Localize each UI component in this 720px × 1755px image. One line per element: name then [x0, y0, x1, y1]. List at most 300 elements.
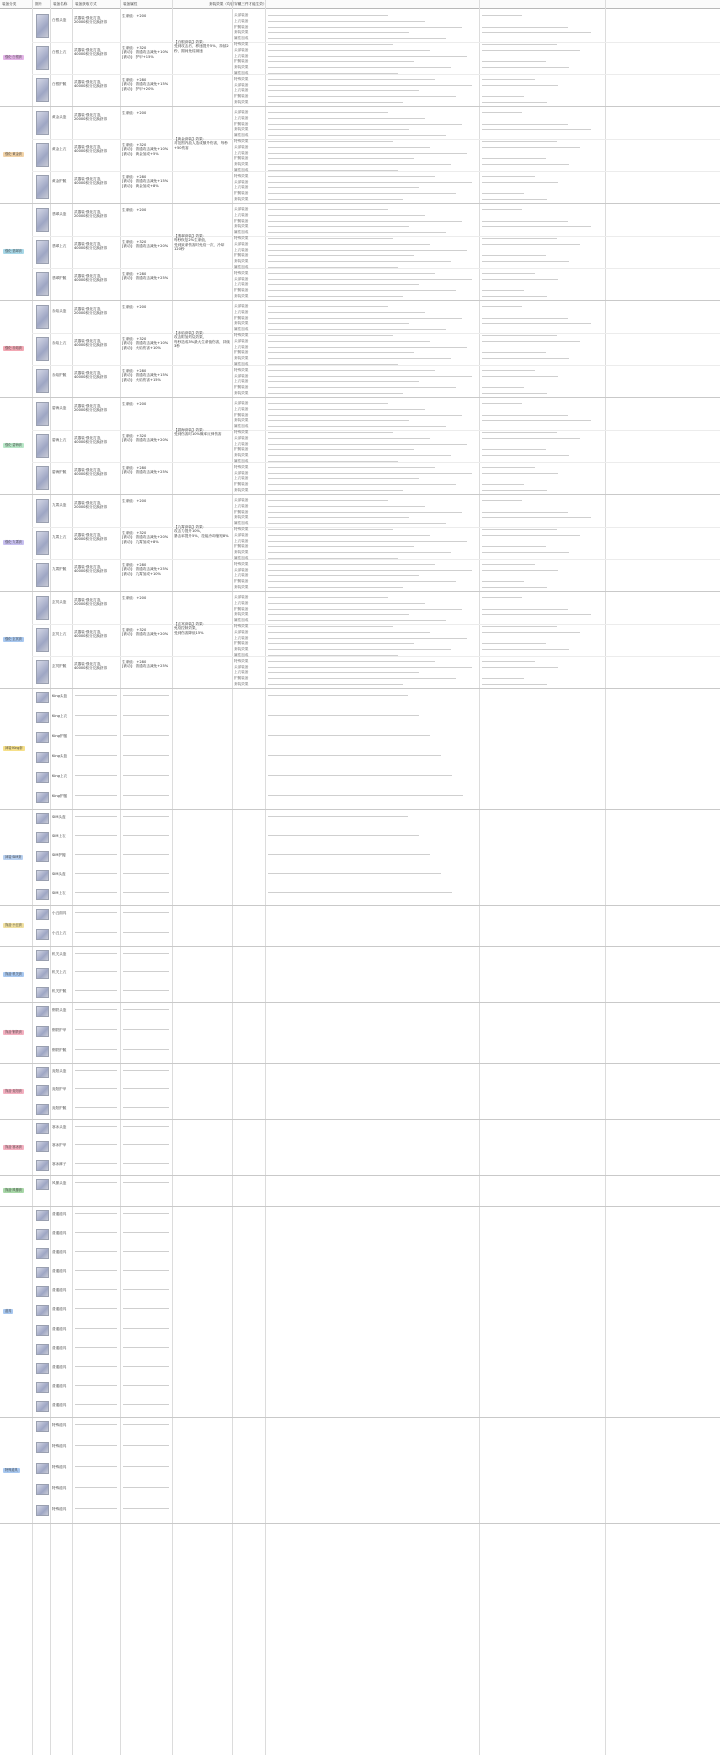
- detail-line: [268, 643, 414, 644]
- detail-line: [268, 176, 435, 177]
- detail-line: [482, 609, 568, 610]
- detail-label: 特殊效果: [234, 367, 249, 372]
- detail-label: 护腿装备: [234, 121, 249, 126]
- detail-label: 套装效果: [234, 612, 249, 617]
- item-attributes: 生命值：+280 [被动]：普通攻击减免+25%: [122, 660, 169, 669]
- detail-line: [482, 358, 569, 359]
- detail-label: 护腿装备: [234, 315, 249, 320]
- detail-line: [482, 632, 580, 633]
- detail-label: 头部装备: [234, 567, 249, 572]
- detail-line: [123, 1232, 169, 1233]
- detail-line: [268, 50, 430, 51]
- detail-line: [268, 318, 462, 319]
- detail-line: [482, 438, 580, 439]
- item-source: 武器装·强化打造， 40000积分兑换获得: [74, 468, 107, 477]
- set-category-tag: 强化·九霄套: [5, 540, 22, 544]
- detail-line: [482, 296, 547, 297]
- detail-label: 套装效果: [234, 30, 249, 35]
- detail-line: [482, 535, 580, 536]
- item-image: [36, 1463, 49, 1474]
- detail-label: 上衣装备: [234, 538, 249, 543]
- detail-line: [268, 352, 414, 353]
- detail-line: [268, 296, 403, 297]
- detail-line: [75, 695, 117, 696]
- detail-line: [123, 755, 169, 756]
- detail-line: [268, 67, 451, 68]
- set-category-tag: 强化·白银套: [5, 55, 22, 59]
- detail-line: [123, 695, 169, 696]
- detail-line: [123, 1126, 169, 1127]
- detail-line: [268, 415, 462, 416]
- detail-line: [268, 558, 398, 559]
- item-image: [36, 1505, 49, 1516]
- item-name: 普通道具: [52, 1326, 67, 1331]
- detail-label: 护腿装备: [234, 94, 249, 99]
- header-row: [0, 0, 720, 9]
- item-separator: [32, 171, 720, 172]
- detail-label: 属性加成: [234, 556, 249, 560]
- detail-line: [268, 597, 388, 598]
- detail-line: [268, 535, 430, 536]
- detail-line: [268, 892, 452, 893]
- detail-line: [482, 473, 558, 474]
- detail-label: 上衣装备: [234, 670, 249, 675]
- detail-line: [75, 1144, 117, 1145]
- detail-label: 护腿装备: [234, 676, 249, 681]
- detail-line: [75, 1088, 117, 1089]
- detail-label: 上衣装备: [234, 115, 249, 120]
- detail-label: 属性加成: [234, 230, 249, 235]
- item-image: [36, 1305, 49, 1316]
- item-name: King护腿: [52, 794, 68, 798]
- detail-line: [268, 193, 456, 194]
- detail-line: [123, 1487, 169, 1488]
- detail-label: 属性加成: [234, 133, 249, 138]
- extra-block: [0, 1207, 720, 1418]
- set-effect: 【白银套装】效果： 受到攻击后，移速提升5%，持续2秒，期间免疫减速: [174, 40, 229, 53]
- detail-line: [268, 199, 403, 200]
- item-image: [36, 1179, 49, 1190]
- detail-line: [123, 873, 169, 874]
- extra-block: [0, 1176, 720, 1207]
- detail-line: [482, 415, 568, 416]
- detail-label: 属性加成: [234, 459, 249, 463]
- item-attributes: 生命值：+200: [122, 111, 147, 115]
- detail-line: [123, 1144, 169, 1145]
- item-image: [36, 1160, 49, 1171]
- detail-line: [268, 312, 425, 313]
- detail-line: [482, 500, 522, 501]
- detail-line: [75, 1070, 117, 1071]
- detail-line: [268, 90, 419, 91]
- detail-line: [482, 597, 522, 598]
- extra-category-tag: 饰品·小丑套: [5, 923, 22, 927]
- detail-line: [268, 715, 419, 716]
- item-attributes: 生命值：+200: [122, 499, 147, 503]
- item-image: [36, 1006, 49, 1017]
- detail-line: [268, 490, 403, 491]
- item-attributes: 生命值：+320 [被动]：普通攻击减免+10% [被动]：护甲+15%: [122, 46, 169, 59]
- detail-line: [482, 484, 524, 485]
- detail-line: [268, 153, 467, 154]
- item-name: 普通道具: [52, 1383, 67, 1388]
- item-image: [36, 628, 49, 652]
- item-name: 黄金头盔: [52, 115, 67, 119]
- item-image: [36, 1484, 49, 1495]
- detail-line: [123, 1182, 169, 1183]
- detail-line: [123, 775, 169, 776]
- detail-line: [268, 672, 419, 673]
- item-image: [36, 563, 49, 587]
- item-image: [36, 968, 49, 979]
- detail-line: [268, 632, 430, 633]
- detail-label: 上衣装备: [234, 441, 249, 446]
- detail-line: [482, 341, 580, 342]
- detail-label: 护腿装备: [234, 579, 249, 584]
- item-attributes: 生命值：+320 [被动]：普通攻击减免+20% [被动]：九霄加成+8%: [122, 531, 169, 544]
- detail-line: [123, 892, 169, 893]
- detail-line: [268, 603, 425, 604]
- item-source: 武器装·强化打造， 40000积分兑换获得: [74, 662, 107, 671]
- detail-line: [482, 581, 524, 582]
- item-name: 普通道具: [52, 1364, 67, 1369]
- detail-label: 头部装备: [234, 47, 249, 52]
- item-name: SIM上衣: [52, 834, 66, 838]
- detail-line: [482, 587, 547, 588]
- item-image: [36, 369, 49, 393]
- detail-line: [482, 15, 522, 16]
- detail-line: [268, 570, 472, 571]
- detail-label: 上衣装备: [234, 503, 249, 508]
- detail-line: [482, 393, 547, 394]
- detail-label: 属性加成: [234, 521, 249, 526]
- detail-line: [482, 199, 547, 200]
- detail-line: [75, 1445, 117, 1446]
- detail-label: 头部装备: [234, 470, 249, 475]
- item-image: [36, 950, 49, 961]
- item-attributes: 生命值：+320 [被动]：普通攻击减免+20%: [122, 240, 169, 249]
- detail-line: [482, 96, 524, 97]
- extra-category-tag: 道具: [5, 1309, 12, 1313]
- item-image: [36, 813, 49, 824]
- item-name: 黄金护腿: [52, 179, 67, 183]
- item-name: 钢铁护甲: [52, 1028, 67, 1032]
- item-name: 普通道具: [52, 1288, 67, 1293]
- detail-line: [268, 678, 456, 679]
- detail-label: 护腿装备: [234, 191, 249, 196]
- detail-line: [75, 1328, 117, 1329]
- item-image: [36, 832, 49, 843]
- detail-label: 套装效果: [234, 65, 249, 70]
- item-source: 武器装·强化打造， 40000积分兑换获得: [74, 48, 107, 57]
- detail-label: 护腿装备: [234, 606, 249, 611]
- detail-line: [482, 678, 524, 679]
- item-image: [36, 78, 49, 102]
- set-effect: 【碧海套装】效果： 受到伤害时10%概率反弹伤害: [174, 428, 222, 437]
- detail-line: [268, 575, 419, 576]
- item-image: [36, 1286, 49, 1297]
- item-name: 炎阳头盔: [52, 1069, 67, 1073]
- detail-line: [482, 261, 569, 262]
- detail-line: [268, 232, 446, 233]
- detail-line: [268, 170, 398, 171]
- detail-label: 护腿装备: [234, 350, 249, 355]
- header-source: 装备获取方式: [75, 2, 97, 6]
- detail-line: [123, 1088, 169, 1089]
- detail-label: 特殊效果: [234, 236, 249, 240]
- detail-label: 属性加成: [234, 424, 249, 429]
- detail-line: [482, 467, 535, 468]
- detail-label: 套装效果: [234, 356, 249, 361]
- set-category-tag: 强化·玄冥套: [5, 637, 22, 641]
- detail-label: 特殊效果: [234, 173, 249, 178]
- detail-label: 护腿装备: [234, 482, 249, 487]
- extra-category-tag: 饰品·炎阳套: [5, 1088, 22, 1093]
- detail-line: [123, 1270, 169, 1271]
- detail-line: [75, 775, 117, 776]
- item-source: 武器装·强化打造， 40000积分兑换获得: [74, 80, 107, 89]
- detail-label: 上衣装备: [234, 282, 249, 287]
- detail-label: 上衣装备: [234, 344, 249, 349]
- detail-label: 上衣装备: [234, 150, 249, 155]
- detail-label: 特殊效果: [234, 527, 249, 531]
- detail-line: [268, 118, 425, 119]
- detail-label: 套装效果: [234, 259, 249, 264]
- item-name: 普通道具: [52, 1402, 67, 1407]
- detail-label: 上衣装备: [234, 406, 249, 411]
- detail-line: [482, 387, 524, 388]
- detail-line: [482, 27, 568, 28]
- item-image: [36, 929, 49, 940]
- item-name: 普通道具: [52, 1345, 67, 1350]
- item-separator: [32, 74, 720, 75]
- item-name: King护腿: [52, 734, 68, 738]
- detail-line: [268, 147, 430, 148]
- detail-line: [75, 1049, 117, 1050]
- detail-line: [482, 279, 558, 280]
- detail-line: [75, 1251, 117, 1252]
- detail-label: 护腿装备: [234, 641, 249, 646]
- detail-label: 套装效果: [234, 127, 249, 132]
- detail-line: [268, 409, 425, 410]
- detail-label: 头部装备: [234, 207, 249, 211]
- detail-line: [268, 79, 435, 80]
- extra-category-tag: 神装·SIM套: [5, 854, 22, 859]
- detail-label: 上衣装备: [234, 53, 249, 58]
- detail-line: [482, 335, 557, 336]
- item-name: 炎阳护甲: [52, 1087, 67, 1092]
- detail-line: [268, 649, 451, 650]
- set-category-tag: 强化·翡翠套: [5, 249, 22, 253]
- item-name: 碧海头盔: [52, 406, 67, 410]
- detail-line: [75, 755, 117, 756]
- detail-line: [123, 735, 169, 736]
- detail-label: 头部装备: [234, 241, 249, 246]
- item-name: SIM护腿: [52, 853, 66, 857]
- detail-line: [268, 112, 388, 113]
- item-separator: [32, 268, 720, 269]
- detail-label: 护腿装备: [234, 288, 249, 293]
- detail-line: [268, 141, 393, 142]
- detail-line: [268, 284, 419, 285]
- detail-line: [268, 444, 467, 445]
- detail-label: 护腿装备: [234, 412, 249, 417]
- detail-line: [482, 164, 569, 165]
- detail-line: [482, 290, 524, 291]
- detail-line: [75, 1289, 117, 1290]
- detail-line: [268, 27, 462, 28]
- detail-line: [482, 318, 568, 319]
- extra-category-tag: 饰品·风暴套: [5, 1188, 22, 1192]
- detail-line: [482, 193, 524, 194]
- detail-line: [268, 370, 435, 371]
- detail-label: 护腿装备: [234, 385, 249, 390]
- item-source: 武器装·强化打造， 40000积分兑换获得: [74, 339, 107, 348]
- detail-label: 套装效果: [234, 391, 249, 395]
- detail-line: [482, 564, 535, 565]
- detail-label: 头部装备: [234, 110, 249, 114]
- detail-line: [75, 1466, 117, 1467]
- detail-line: [268, 473, 472, 474]
- detail-line: [482, 50, 580, 51]
- item-source: 武器装·强化打造， 20000积分兑换获得: [74, 113, 107, 122]
- detail-line: [268, 506, 425, 507]
- item-source: 武器装·强化打造， 20000积分兑换获得: [74, 598, 107, 607]
- item-attributes: 生命值：+320 [被动]：普通攻击减免+10% [被动]：火焰伤害+10%: [122, 337, 169, 350]
- item-name: 九霄护腿: [52, 567, 67, 571]
- item-separator: [32, 656, 720, 657]
- detail-line: [268, 432, 393, 433]
- detail-label: 属性加成: [234, 362, 249, 366]
- item-separator: [32, 527, 720, 528]
- detail-label: 上衣装备: [234, 476, 249, 481]
- detail-line: [75, 1029, 117, 1030]
- detail-line: [268, 15, 388, 16]
- detail-line: [75, 1126, 117, 1127]
- item-attributes: 生命值：+320 [被动]：普通攻击减免+10% [被动]：黄金加成+5%: [122, 143, 169, 156]
- detail-line: [75, 1232, 117, 1233]
- item-image: [36, 752, 49, 763]
- detail-line: [482, 449, 546, 450]
- detail-line: [268, 500, 388, 501]
- item-name: 寒冰裤子: [52, 1161, 67, 1166]
- item-image: [36, 692, 49, 703]
- item-separator: [32, 365, 720, 366]
- detail-line: [268, 255, 414, 256]
- item-attributes: 生命值：+320 [被动]：普通攻击减免+20%: [122, 628, 169, 637]
- detail-label: 特殊效果: [234, 624, 249, 628]
- detail-label: 属性加成: [234, 265, 249, 269]
- header-name: 装备名称: [53, 2, 68, 6]
- detail-label: 头部装备: [234, 13, 249, 17]
- detail-line: [482, 306, 522, 307]
- detail-line: [268, 529, 393, 530]
- extra-block: [0, 1064, 720, 1120]
- detail-line: [268, 209, 388, 210]
- detail-line: [75, 912, 117, 913]
- item-image: [36, 143, 49, 167]
- detail-line: [123, 912, 169, 913]
- detail-line: [268, 735, 430, 736]
- detail-line: [268, 638, 467, 639]
- detail-line: [482, 643, 546, 644]
- detail-line: [482, 455, 569, 456]
- detail-line: [268, 21, 425, 22]
- item-name: 九霄上衣: [52, 535, 67, 539]
- item-name: 炎阳护腿: [52, 1105, 67, 1110]
- detail-label: 护腿装备: [234, 218, 249, 223]
- detail-line: [268, 32, 409, 33]
- detail-line: [482, 44, 557, 45]
- detail-label: 护腿装备: [234, 544, 249, 549]
- extra-block: [0, 947, 720, 1003]
- detail-line: [482, 403, 522, 404]
- item-image: [36, 1046, 49, 1057]
- detail-line: [268, 403, 388, 404]
- detail-label: 特殊效果: [234, 464, 249, 469]
- detail-label: 套装效果: [234, 321, 249, 326]
- item-image: [36, 596, 49, 620]
- item-name: 特殊道具: [52, 1486, 67, 1490]
- set-effect: 【九霄套装】效果： 攻击力提升10%， 暴击率提升5%，技能冷却缩短8%: [174, 525, 229, 538]
- item-source: 武器装·强化打造， 40000积分兑换获得: [74, 565, 107, 574]
- detail-line: [268, 438, 430, 439]
- detail-line: [75, 971, 117, 972]
- item-image: [36, 909, 49, 920]
- detail-line: [268, 376, 472, 377]
- detail-line: [268, 381, 419, 382]
- detail-line: [482, 176, 535, 177]
- detail-line: [123, 816, 169, 817]
- detail-label: 套装效果: [234, 197, 249, 201]
- item-separator: [32, 139, 720, 140]
- detail-line: [123, 1289, 169, 1290]
- detail-line: [123, 1424, 169, 1425]
- detail-line: [75, 1366, 117, 1367]
- detail-line: [482, 85, 558, 86]
- item-image: [36, 1229, 49, 1240]
- item-name: 机关上衣: [52, 970, 67, 975]
- item-image: [36, 402, 49, 426]
- detail-line: [482, 323, 591, 324]
- detail-line: [75, 1107, 117, 1108]
- detail-label: 上衣装备: [234, 379, 249, 384]
- detail-label: 套装效果: [234, 453, 249, 458]
- item-attributes: 生命值：+280 [被动]：普通攻击减免+25%: [122, 272, 169, 281]
- detail-line: [268, 273, 435, 274]
- item-name: 赤焰上衣: [52, 341, 67, 345]
- item-image: [36, 240, 49, 264]
- item-name: 白银头盔: [52, 18, 67, 22]
- item-separator: [32, 42, 720, 43]
- item-attributes: 生命值：+280 [被动]：普通攻击减免+15% [被动]：火焰伤害+15%: [122, 369, 169, 382]
- detail-line: [75, 873, 117, 874]
- detail-line: [268, 873, 441, 874]
- detail-label: 头部装备: [234, 304, 249, 308]
- detail-line: [123, 932, 169, 933]
- item-attributes: 生命值：+280 [被动]：普通攻击减免+25% [被动]：九霄加成+10%: [122, 563, 169, 576]
- detail-line: [268, 261, 451, 262]
- header-set: 套装效果（均需穿戴三件才能生效）: [209, 2, 267, 6]
- item-name: 小丑面具: [52, 911, 67, 915]
- item-separator: [32, 333, 720, 334]
- item-image: [36, 851, 49, 862]
- detail-line: [482, 546, 546, 547]
- detail-line: [268, 614, 409, 615]
- detail-line: [268, 102, 403, 103]
- item-image: [36, 208, 49, 232]
- detail-line: [268, 44, 393, 45]
